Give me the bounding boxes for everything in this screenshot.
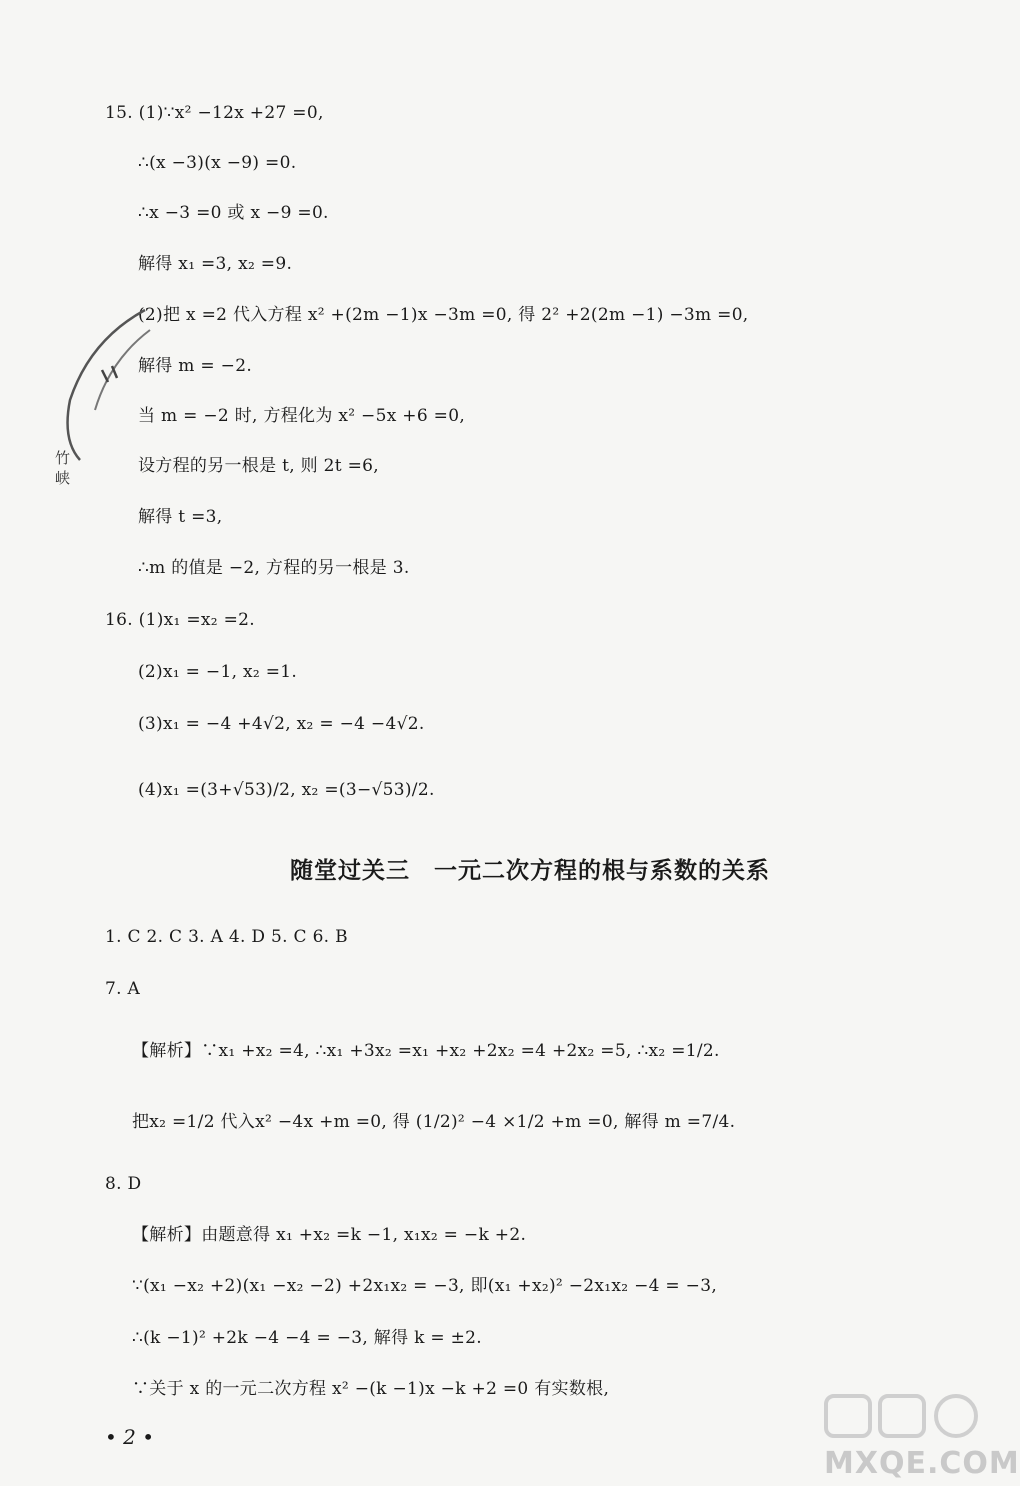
line-q8-analysis-2: ∵(x₁ −x₂ +2)(x₁ −x₂ −2) +2x₁x₂ = −3, 即(x₁ +x₂)² −2x₁x₂ −4 = −3, xyxy=(132,1276,718,1296)
line-q16-3: (3)x₁ = −4 +4√2, x₂ = −4 −4√2. xyxy=(138,714,425,734)
section-title: 随堂过关三 一元二次方程的根与系数的关系 xyxy=(290,858,770,884)
line-q15-1: 15. (1)∵x² −12x +27 =0, xyxy=(105,103,324,123)
line-q15-3: ∴x −3 =0 或 x −9 =0. xyxy=(138,203,329,223)
line-q15-7: 当 m = −2 时, 方程化为 x² −5x +6 =0, xyxy=(138,406,466,426)
line-q15-4: 解得 x₁ =3, x₂ =9. xyxy=(138,254,293,274)
line-q8-analysis-1: 【解析】由题意得 x₁ +x₂ =k −1, x₁x₂ = −k +2. xyxy=(132,1225,527,1245)
line-q16-1: 16. (1)x₁ =x₂ =2. xyxy=(105,610,255,630)
page-number: • 2 • xyxy=(105,1425,155,1449)
line-q15-5: (2)把 x =2 代入方程 x² +(2m −1)x −3m =0, 得 2² +2(2m −1) −3m =0, xyxy=(138,305,749,325)
line-q8: 8. D xyxy=(105,1174,142,1194)
line-q8-analysis-3: ∴(k −1)² +2k −4 −4 = −3, 解得 k = ±2. xyxy=(132,1328,482,1348)
line-q7: 7. A xyxy=(105,979,141,999)
stamp-label: 竹 峡 xyxy=(55,449,71,487)
line-q15-6: 解得 m = −2. xyxy=(138,356,253,376)
line-answers-1-6: 1. C 2. C 3. A 4. D 5. C 6. B xyxy=(105,927,348,947)
line-q16-4: (4)x₁ =(3+√53)/2, x₂ =(3−√53)/2. xyxy=(138,780,435,800)
line-q15-9: 解得 t =3, xyxy=(138,507,223,527)
line-q7-analysis-1: 【解析】∵x₁ +x₂ =4, ∴x₁ +3x₂ =x₁ +x₂ +2x₂ =4 +2x₂ =5, ∴x₂ =1/2. xyxy=(132,1041,720,1061)
ink-stamp-mark xyxy=(50,300,160,470)
line-q16-2: (2)x₁ = −1, x₂ =1. xyxy=(138,662,298,682)
line-q8-analysis-4: ∵关于 x 的一元二次方程 x² −(k −1)x −k +2 =0 有实数根, xyxy=(132,1379,610,1399)
line-q15-10: ∴m 的值是 −2, 方程的另一根是 3. xyxy=(138,558,410,578)
line-q15-2: ∴(x −3)(x −9) =0. xyxy=(138,153,297,173)
line-q15-8: 设方程的另一根是 t, 则 2t =6, xyxy=(138,456,379,476)
line-q7-analysis-2: 把x₂ =1/2 代入x² −4x +m =0, 得 (1/2)² −4 ×1/2 +m =0, 解得 m =7/4. xyxy=(132,1112,736,1132)
watermark-text: MXQE.COM xyxy=(824,1446,1020,1481)
